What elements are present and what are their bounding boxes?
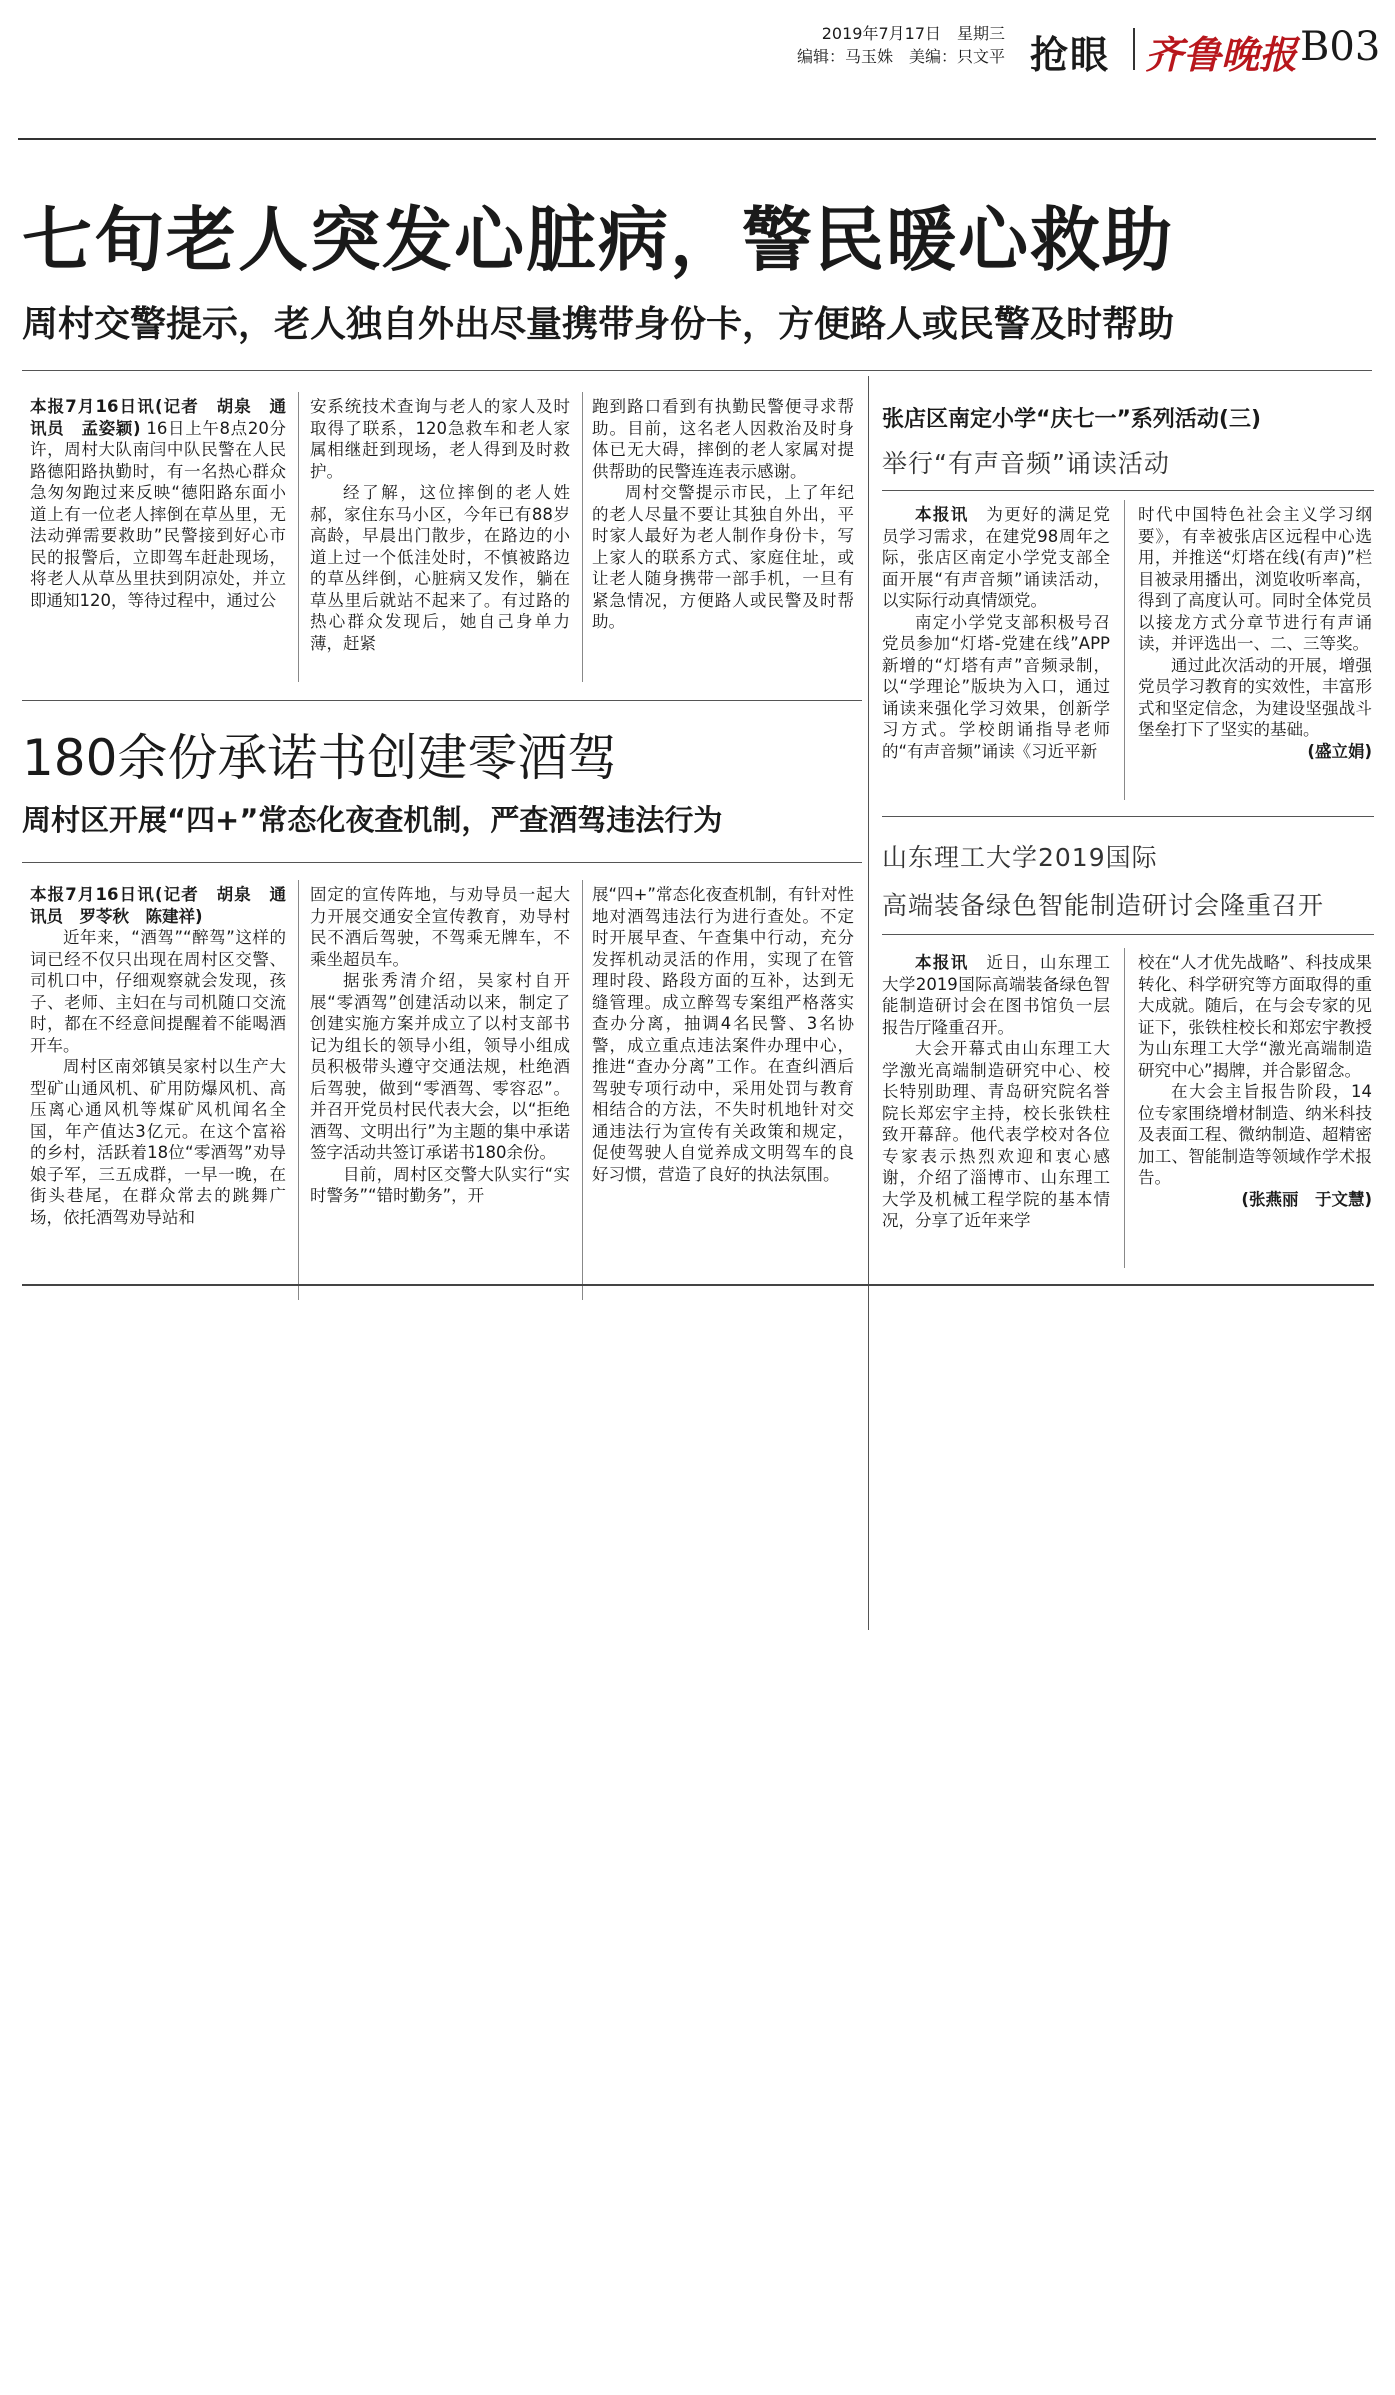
article3-column-1 [882, 504, 1110, 762]
article2-col1b-text: 周村区南郊镇吴家村以生产大型矿山通风机、矿用防爆风机、高压离心通风机等煤矿风机闻名全国，年产值达3亿元。在这个富裕的乡村，活跃着18位“零酒驾”劝导娘子军，三五成群，一早一晚，在街头巷尾，在群众常去的跳舞广场，依托酒驾劝导站和 [30, 1057, 286, 1227]
article4-top-rule [882, 816, 1374, 817]
column-divider [582, 392, 583, 682]
article4-column-2 [1138, 952, 1372, 1211]
article2-col2c-text: 目前，周村区交警大队实行“实时警务”“错时勤务”，开 [310, 1164, 570, 1205]
article1-col2b-text: 经了解，这位摔倒的老人姓郝，家住东马小区，今年已有88岁高龄，早晨出门散步，在路边的小道上过一个低洼处时，不慎被路边的草丛绊倒，心脏病又发作，躺在草丛里后就站不起来了。有过路的热心群众发现后，她自己身单力薄，赶紧 [310, 483, 570, 653]
article1-headline: 七旬老人突发心脏病，警民暖心救助 [22, 198, 1174, 281]
content-bottom-rule [22, 1284, 1374, 1286]
article2-byline: 本报7月16日讯(记者 胡泉 通讯员 罗苓秋 陈建祥) [30, 885, 286, 926]
article2-sub-rule [22, 862, 862, 863]
article4-col2b-text: 在大会主旨报告阶段，14位专家围绕增材制造、纳米科技及表面工程、微纳制造、超精密加工、智能制造等领域作学术报告。 [1138, 1082, 1372, 1187]
article1-col3a-text: 跑到路口看到有执勤民警便寻求帮助。目前，这名老人因救治及时身体已无大碍，摔倒的老人家属对提供帮助的民警连连表示感谢。 [592, 397, 854, 481]
article1-subheadline: 周村交警提示，老人独自外出尽量携带身份卡，方便路人或民警及时帮助 [22, 304, 1175, 345]
article1-col1-text: 16日上午8点20分许，周村大队南闫中队民警在人民路德阳路执勤时，有一名热心群众急匆匆跑过来反映“德阳路东面小道上有一位老人摔倒在草丛里，无法动弹需要救助”民警接到好心市民的报警后，立即驾车赶赴现场，将老人从草丛里扶到阴凉处，并立即通知120，等待过程中，通过公 [30, 418, 286, 610]
column-divider [582, 880, 583, 1300]
article3-col2b-text: 通过此次活动的开展，增强党员学习教育的实效性，丰富形式和坚定信念，为建设坚强战斗堡垒打下了坚实的基础。 [1138, 655, 1372, 739]
header-rule [18, 138, 1376, 140]
article1-column-1 [30, 396, 286, 611]
column-divider [298, 392, 299, 682]
article1-col2a-text: 安系统技术查询与老人的家人及时取得了联系，120急救车和老人家属相继赶到现场，老人得到及时救护。 [310, 397, 570, 481]
article1-byline: 本报7月16日讯(记者 胡泉 通讯员 孟姿颖) [30, 397, 286, 438]
column-divider [1124, 500, 1125, 800]
article3-credit: (盛立娟) [1307, 741, 1372, 761]
article4-col1a-text: 近日，山东理工大学2019国际高端装备绿色智能制造研讨会在图书馆负一层报告厅隆重召开。 [882, 953, 1111, 1037]
article2-col3-text: 展“四+”常态化夜查机制，有针对性地对酒驾违法行为进行查处。不定时开展早查、午查集中行动，充分发挥机动灵活的作用，实现了在管理时段、路段方面的互补，达到无缝管理。成立醉驾专案组严格落实查办分离，抽调4名民警、3名协警，成立重点违法案件办理中心，推进“查办分离”工作。在查纠酒后驾驶专项行动中，采用处罚与教育相结合的方法，不失时机地针对交通违法行为宣传有关政策和规定，促使驾驶人自觉养成文明驾车的良好习惯，营造了良好的执法氛围。 [592, 885, 854, 1184]
article3-headline: 举行“有声音频”诵读活动 [882, 449, 1170, 478]
header-divider [1133, 28, 1135, 70]
article4-kicker: 山东理工大学2019国际 [882, 843, 1158, 872]
article3-title-rule [882, 490, 1374, 491]
article2-column-2 [310, 884, 570, 1207]
article2-subheadline: 周村区开展“四+”常态化夜查机制，严查酒驾违法行为 [22, 803, 723, 837]
article2-col1a-text: 近年来，“酒驾”“醉驾”这样的词已经不仅只出现在周村区交警、司机口中，仔细观察就会发现，孩子、老师、主妇在与司机随口交流时，都在不经意间提醒着不能喝酒开车。 [30, 928, 286, 1055]
article4-credit: (张燕丽 于文慧) [1241, 1189, 1372, 1209]
article4-col2a-text: 校在“人才优先战略”、科技成果转化、科学研究等方面取得的重大成就。随后，在与会专家的见证下，张铁柱校长和郑宏宇教授为山东理工大学“激光高端制造研究中心”揭牌，并合影留念。 [1138, 953, 1372, 1080]
article2-headline: 180余份承诺书创建零酒驾 [22, 729, 618, 787]
article3-col1b-text: 南定小学党支部积极号召党员参加“灯塔-党建在线”APP新增的“灯塔有声”音频录制，以“学理论”版块为入口，通过诵读来强化学习效果，创新学习方式。学校朗诵指导老师的“有声音频”诵读《习近平新 [882, 612, 1110, 761]
article4-lead: 本报讯 [915, 953, 969, 972]
article2-col2b-text: 据张秀清介绍，吴家村自开展“零酒驾”创建活动以来，制定了创建实施方案并成立了以村支部书记为组长的领导小组，领导小组成员积极带头遵守交通法规，杜绝酒后驾驶，做到“零酒驾、零容忍”。并召开党员村民代表大会，以“拒绝酒驾、文明出行”为主题的集中承诺签字活动共签订承诺书180余份。 [310, 971, 570, 1162]
editor-credits: 编辑：马玉姝 美编：只文平 [796, 47, 1005, 66]
article1-col3b-text: 周村交警提示市民，上了年纪的老人尽量不要让其独自外出，平时家人最好为老人制作身份卡，写上家人的联系方式、家庭住址，或让老人随身携带一部手机，一旦有紧急情况，方便路人或民警及时帮助。 [592, 483, 854, 631]
article1-column-3 [592, 396, 854, 633]
article2-col2a-text: 固定的宣传阵地，与劝导员一起大力开展交通安全宣传教育，劝导村民不酒后驾驶，不驾乘无牌车，不乘坐超员车。 [310, 885, 570, 969]
article4-column-1 [882, 952, 1110, 1232]
section-name: 抢眼 [1030, 33, 1111, 77]
article4-col1b-text: 大会开幕式由山东理工大学激光高端制造研究中心、校长特别助理、青岛研究院名誉院长郑宏宇主持，校长张铁柱致开幕辞。他代表学校对各位专家表示热烈欢迎和衷心感谢，介绍了淄博市、山东理工大学及机械工程学院的基本情况，分享了近年来学 [882, 1039, 1110, 1230]
newspaper-logo: 齐鲁晚报 [1145, 32, 1298, 77]
article1-top-rule [22, 370, 1372, 371]
article2-column-3 [592, 884, 854, 1185]
article3-kicker: 张店区南定小学“庆七一”系列活动(三) [882, 407, 1262, 432]
article1-column-2 [310, 396, 570, 654]
column-divider [1124, 948, 1125, 1268]
article4-title-rule [882, 934, 1374, 935]
article2-column-1 [30, 884, 286, 1228]
article4-headline: 高端装备绿色智能制造研讨会隆重召开 [882, 891, 1325, 920]
article3-column-2 [1138, 504, 1372, 763]
article2-top-rule [22, 700, 862, 701]
page-number: B03 [1300, 24, 1381, 70]
article3-col2a-text: 时代中国特色社会主义学习纲要》，有幸被张店区远程中心选用，并推送“灯塔在线(有声)”栏目被录用播出，浏览收听率高，得到了高度认可。同时全体党员以接龙方式分章节进行有声诵读，并评选出一、二、三等奖。 [1138, 505, 1372, 653]
column-divider [298, 880, 299, 1300]
main-vertical-divider [868, 376, 869, 1630]
issue-date: 2019年7月17日 星期三 [821, 24, 1005, 43]
article3-col1a-text: 为更好的满足党员学习需求，在建党98周年之际，张店区南定小学党支部全面开展“有声音频”诵读活动，以实际行动真情颂党。 [882, 505, 1111, 610]
article3-lead: 本报讯 [915, 505, 969, 524]
